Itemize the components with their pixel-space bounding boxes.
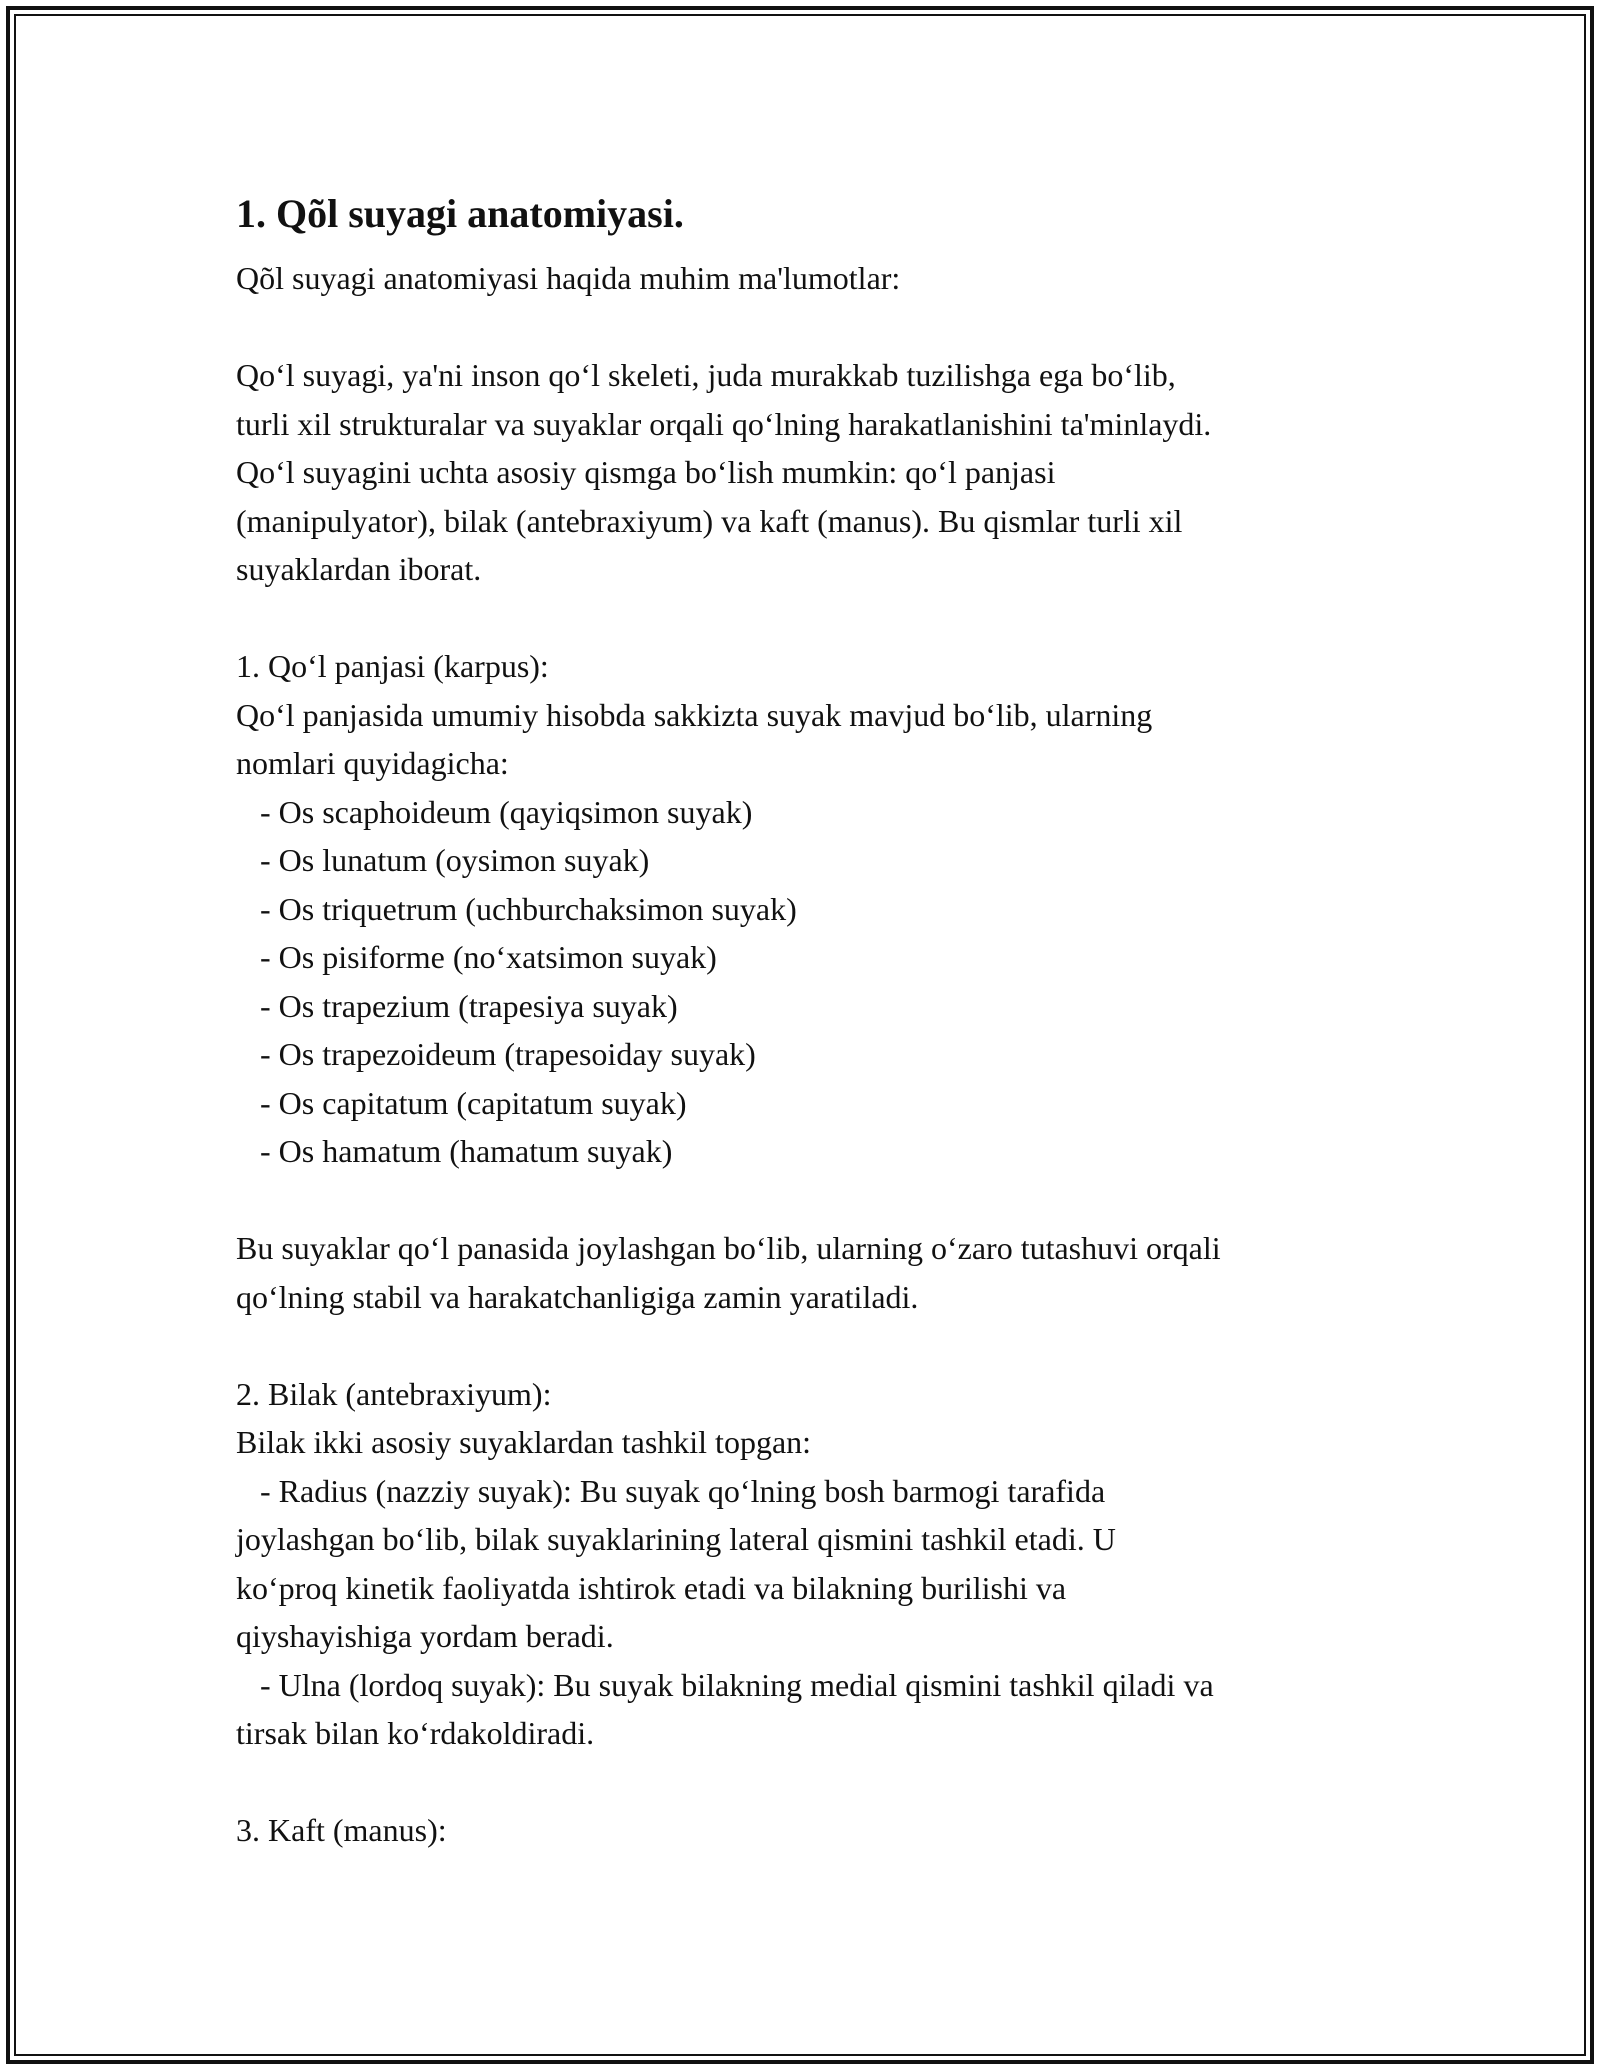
text-line: - Os hamatum (hamatum suyak) xyxy=(236,1133,673,1169)
text-line: - Radius (nazziy suyak): Bu suyak qo‘lning bosh barmogi tarafida xyxy=(236,1472,1106,1509)
document-title: 1. Qõl suyagi anatomiyasi. xyxy=(236,191,684,236)
text-line: - Os pisiforme (no‘xatsimon suyak) xyxy=(236,939,717,975)
text-line: turli xil strukturalar va suyaklar orqali qo‘lning harakatlanishini ta'minlaydi. xyxy=(236,405,1212,442)
blank-line xyxy=(236,1321,1396,1370)
text-line: 1. Qo‘l panjasi (karpus): xyxy=(236,648,549,684)
text-line: Bilak ikki asosiy suyaklardan tashkil topgan: xyxy=(236,1424,812,1460)
document-text xyxy=(236,254,1396,1855)
text-line: - Os trapezium (trapesiya suyak) xyxy=(236,987,678,1024)
text-line: tirsak bilan ko‘rdakoldiradi. xyxy=(236,1715,595,1751)
text-line: 3. Kaft (manus): xyxy=(236,1812,447,1848)
text-line: joylashgan bo‘lib, bilak suyaklarining lateral qismini tashkil etadi. U xyxy=(236,1521,1116,1557)
text-line: Qo‘l suyagini uchta asosiy qismga bo‘lish mumkin: qo‘l panjasi xyxy=(236,454,1056,490)
text-line: Qo‘l suyagi, ya'ni inson qo‘l skeleti, juda murakkab tuzilishga ega bo‘lib, xyxy=(236,357,1176,393)
text-line: qo‘lning stabil va harakatchanligiga zamin yaratiladi. xyxy=(236,1278,919,1315)
text-line: (manipulyator), bilak (antebraxiyum) va kaft (manus). Bu qismlar turli xil xyxy=(236,502,1183,539)
text-line: Qo‘l panjasida umumiy hisobda sakkizta suyak mavjud bo‘lib, ularning xyxy=(236,696,1153,733)
text-line: 2. Bilak (antebraxiyum): xyxy=(236,1375,552,1412)
text-line: qiyshayishiga yordam beradi. xyxy=(236,1618,614,1654)
document-body xyxy=(236,188,1396,1855)
text-line: - Os trapezoideum (trapesoiday suyak) xyxy=(236,1036,756,1072)
blank-line xyxy=(236,1176,1396,1225)
text-line: suyaklardan iborat. xyxy=(236,551,482,587)
blank-line xyxy=(236,594,1396,643)
text-line: Bu suyaklar qo‘l panasida joylashgan bo‘lib, ularning o‘zaro tutashuvi orqali xyxy=(236,1230,1221,1266)
blank-line xyxy=(236,303,1396,352)
text-line: Qõl suyagi anatomiyasi haqida muhim ma'lumotlar: xyxy=(236,260,901,296)
text-line: - Os triquetrum (uchburchaksimon suyak) xyxy=(236,890,797,927)
text-line: - Os capitatum (capitatum suyak) xyxy=(236,1084,687,1121)
text-line: - Ulna (lordoq suyak): Bu suyak bilakning medial qismini tashkil qiladi va xyxy=(236,1666,1214,1703)
text-line: nomlari quyidagicha: xyxy=(236,745,509,781)
blank-line xyxy=(236,1758,1396,1807)
text-line: - Os scaphoideum (qayiqsimon suyak) xyxy=(236,793,753,830)
text-line: - Os lunatum (oysimon suyak) xyxy=(236,842,650,878)
text-line: ko‘proq kinetik faoliyatda ishtirok etadi va bilakning burilishi va xyxy=(236,1569,1067,1606)
